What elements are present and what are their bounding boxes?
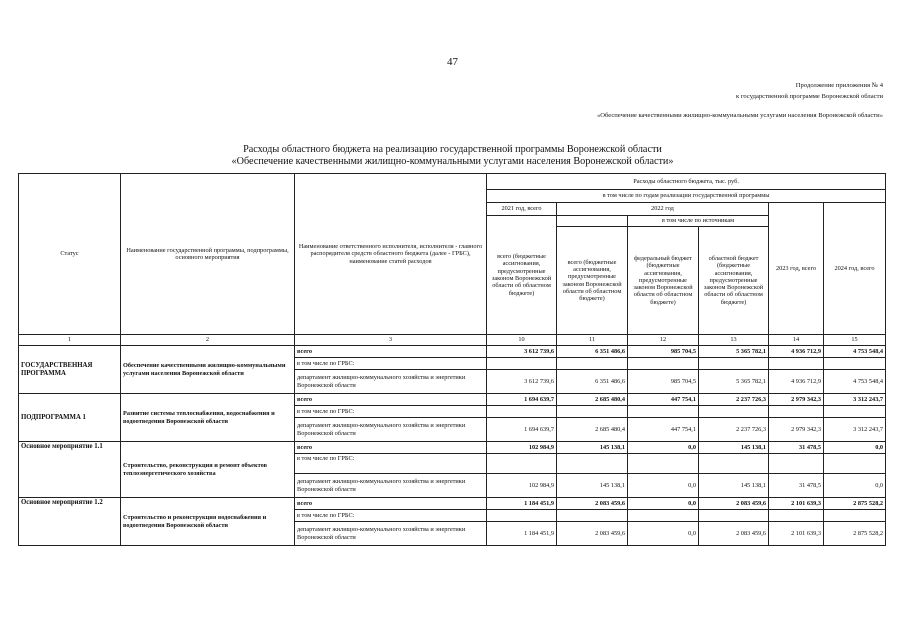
program-name-cell: Строительство и реконструкция водоснабжения и водоотведения Воронежской области [121, 498, 295, 546]
department-label: департамент жилищно-коммунального хозяйства и энергетики Воронежской области [295, 474, 487, 498]
header-2021: 2021 год, всего [487, 203, 557, 216]
empty-cell [628, 510, 699, 522]
empty-cell [487, 358, 557, 370]
total-value: 3 612 739,6 [487, 346, 557, 358]
total-value: 4 753 548,4 [824, 346, 886, 358]
total-label: всего [295, 346, 487, 358]
department-value: 145 138,1 [699, 474, 769, 498]
status-cell: Основное мероприятие 1.1 [19, 442, 121, 498]
total-value: 145 138,1 [699, 442, 769, 454]
header-status: Статус [19, 174, 121, 335]
department-value: 1 184 451,9 [487, 522, 557, 546]
status-cell: ПОДПРОГРАММА 1 [19, 394, 121, 442]
continuation-line-2: к государственной программе Воронежской области [736, 93, 883, 100]
header-expenses: Расходы областного бюджета, тыс. руб. [487, 174, 886, 190]
department-label: департамент жилищно-коммунального хозяйства и энергетики Воронежской области [295, 370, 487, 394]
empty-cell [769, 454, 824, 474]
department-value: 6 351 486,6 [557, 370, 628, 394]
total-value: 3 312 243,7 [824, 394, 886, 406]
empty-cell [769, 358, 824, 370]
total-value: 985 704,5 [628, 346, 699, 358]
total-value: 4 936 712,9 [769, 346, 824, 358]
program-name-note: «Обеспечение качественными жилищно-коммунальными услугами населения Воронежской области» [596, 112, 883, 119]
header-col13: областной бюджет (бюджетные ассигнования, предусмотренные законом Воронежской области об областном бюджете) [699, 227, 769, 335]
total-value: 5 365 782,1 [699, 346, 769, 358]
department-value: 2 685 480,4 [557, 418, 628, 442]
table-row [19, 442, 886, 454]
empty-cell [487, 510, 557, 522]
department-value: 2 875 528,2 [824, 522, 886, 546]
department-value: 3 312 243,7 [824, 418, 886, 442]
col-number: 14 [769, 335, 824, 346]
empty-cell [699, 406, 769, 418]
header-col10: всего (бюджетные ассигнования, предусмотренные законом Воронежской области об областном бюджете) [487, 216, 557, 335]
total-value: 145 138,1 [557, 442, 628, 454]
empty-cell [824, 454, 886, 474]
empty-cell [824, 358, 886, 370]
empty-cell [824, 406, 886, 418]
empty-cell [557, 454, 628, 474]
department-value: 102 984,9 [487, 474, 557, 498]
col-number: 11 [557, 335, 628, 346]
department-value: 5 365 782,1 [699, 370, 769, 394]
program-name-cell: Развитие системы теплоснабжения, водоснабжения и водоотведения Воронежской области [121, 394, 295, 442]
empty-cell [628, 454, 699, 474]
title-line-2: «Обеспечение качественными жилищно-коммунальными услугами населения Воронежской области» [231, 156, 674, 167]
status-cell: ГОСУДАРСТВЕННАЯ ПРОГРАММА [19, 346, 121, 394]
department-value: 2 083 459,6 [557, 522, 628, 546]
continuation-line-1: Продолжение приложения № 4 [795, 82, 883, 89]
total-value: 2 237 726,3 [699, 394, 769, 406]
department-value: 4 936 712,9 [769, 370, 824, 394]
department-value: 31 478,5 [769, 474, 824, 498]
header-executor: Наименование ответственного исполнителя, исполнителя - главного распорядителя средств областного бюджета (далее - ГРБС), наименование статей расходов [295, 174, 487, 335]
col-number: 12 [628, 335, 699, 346]
department-value: 4 753 548,4 [824, 370, 886, 394]
incl-grbs-label: в том числе по ГРБС: [295, 454, 487, 474]
department-value: 0,0 [628, 522, 699, 546]
status-cell: Основное мероприятие 1.2 [19, 498, 121, 546]
program-name-cell: Обеспечение качественными жилищно-коммунальными услугами населения Воронежской области [121, 346, 295, 394]
col-number: 10 [487, 335, 557, 346]
col-number: 1 [19, 335, 121, 346]
department-value: 447 754,1 [628, 418, 699, 442]
col-number: 15 [824, 335, 886, 346]
incl-grbs-label: в том числе по ГРБС: [295, 510, 487, 522]
expenses-table [18, 173, 886, 546]
total-value: 0,0 [628, 442, 699, 454]
header-by-years: в том числе по годам реализации государственной программы [487, 190, 886, 203]
col-number: 2 [121, 335, 295, 346]
total-label: всего [295, 498, 487, 510]
department-value: 0,0 [628, 474, 699, 498]
table-row [19, 346, 886, 358]
header-col11: всего (бюджетные ассигнования, предусмотренные законом Воронежской области об областном бюджете) [557, 227, 628, 335]
page-number: 47 [447, 56, 458, 68]
department-value: 2 083 459,6 [699, 522, 769, 546]
total-value: 2 875 528,2 [824, 498, 886, 510]
department-value: 3 612 739,6 [487, 370, 557, 394]
table-row [19, 394, 886, 406]
empty-cell [769, 406, 824, 418]
table-row [19, 498, 886, 510]
col-number: 13 [699, 335, 769, 346]
total-value: 6 351 486,6 [557, 346, 628, 358]
total-value: 2 979 342,3 [769, 394, 824, 406]
empty-cell [699, 358, 769, 370]
continuation-note [736, 80, 883, 102]
total-value: 2 083 459,6 [699, 498, 769, 510]
total-value: 1 694 639,7 [487, 394, 557, 406]
header-2024: 2024 год, всего [824, 203, 886, 335]
header-col12: федеральный бюджет (бюджетные ассигнования, предусмотренные законом Воронежской области об областном бюджете) [628, 227, 699, 335]
program-name-cell: Строительство, реконструкция и ремонт объектов теплоэнергетического хозяйства [121, 442, 295, 498]
document-title [0, 144, 905, 168]
header-name: Наименование государственной программы, подпрограммы, основного мероприятия [121, 174, 295, 335]
total-label: всего [295, 442, 487, 454]
header-by-sources: в том числе по источникам [628, 216, 769, 227]
department-value: 985 704,5 [628, 370, 699, 394]
total-value: 0,0 [628, 498, 699, 510]
table-body [19, 346, 886, 546]
empty-cell [628, 358, 699, 370]
department-label: департамент жилищно-коммунального хозяйства и энергетики Воронежской области [295, 418, 487, 442]
total-value: 2 083 459,6 [557, 498, 628, 510]
department-value: 1 694 639,7 [487, 418, 557, 442]
empty-cell [699, 454, 769, 474]
empty-cell [628, 406, 699, 418]
total-label: всего [295, 394, 487, 406]
empty-cell [487, 454, 557, 474]
total-value: 447 754,1 [628, 394, 699, 406]
total-value: 31 478,5 [769, 442, 824, 454]
total-value: 102 984,9 [487, 442, 557, 454]
empty-cell [557, 358, 628, 370]
col-number: 3 [295, 335, 487, 346]
header-2022: 2022 год [557, 203, 769, 216]
department-value: 0,0 [824, 474, 886, 498]
title-line-1: Расходы областного бюджета на реализацию государственной программы Воронежской области [243, 144, 662, 155]
department-value: 145 138,1 [557, 474, 628, 498]
empty-cell [557, 406, 628, 418]
department-value: 2 979 342,3 [769, 418, 824, 442]
empty-cell [487, 406, 557, 418]
header-2023: 2023 год, всего [769, 203, 824, 335]
total-value: 2 101 639,3 [769, 498, 824, 510]
empty-cell [557, 510, 628, 522]
total-value: 1 184 451,9 [487, 498, 557, 510]
empty-cell [769, 510, 824, 522]
department-value: 2 101 639,3 [769, 522, 824, 546]
empty-cell [824, 510, 886, 522]
department-value: 2 237 726,3 [699, 418, 769, 442]
department-label: департамент жилищно-коммунального хозяйства и энергетики Воронежской области [295, 522, 487, 546]
total-value: 2 685 480,4 [557, 394, 628, 406]
incl-grbs-label: в том числе по ГРБС: [295, 406, 487, 418]
total-value: 0,0 [824, 442, 886, 454]
empty-cell [699, 510, 769, 522]
incl-grbs-label: в том числе по ГРБС: [295, 358, 487, 370]
